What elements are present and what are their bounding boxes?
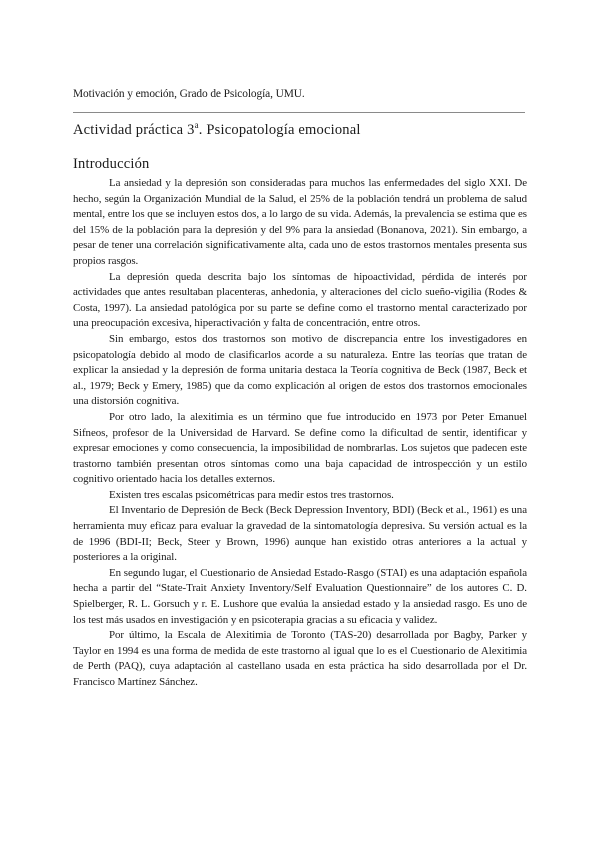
paragraph: Existen tres escalas psicométricas para medir estos tres trastornos. bbox=[109, 488, 394, 501]
section-heading: Introducción bbox=[73, 156, 150, 172]
paragraph: La ansiedad y la depresión son consideradas para muchos las enfermedades del siglo XXI. De hecho, según la Organización Mundial de la Salud, el 25% de la población tendrá un problema de salud mental, entre los que se incluyen estos dos, a lo largo de su vida. Además, la prevalencia se estima que es del 15% de la población para la depresión y del 9% para la ansiedad (Bonanova, 2021). Sin embargo, a pesar de tener una correlación significativamente alta, cada uno de estos trastornos mentales presenta sus propios rasgos. bbox=[73, 177, 527, 267]
document-title bbox=[73, 120, 361, 139]
title-suffix: . Psicopatología emocional bbox=[198, 121, 361, 138]
header-divider bbox=[73, 112, 525, 113]
paragraph: Por otro lado, la alexitimia es un término que fue introducido en 1973 por Peter Emanuel Sifneos, profesor de la Universidad de Harvard. Se define como la dificultad de sentir, identificar y expresar emociones y como consecuencia, la imposibilidad de nombrarlas. Los sujetos que padecen este trastorno también presentan otros síntomas como una baja capacidad de introspección y un estilo cognitivo orientado hacia los detalles externos. bbox=[73, 410, 527, 486]
paragraph: El Inventario de Depresión de Beck (Beck Depression Inventory, BDI) (Beck et al., 1961) es una herramienta muy eficaz para evaluar la gravedad de la sintomatología depresiva. Su versión actual es la de 1996 (BDI-II; Beck, Steer y Brown, 1996) aunque han existido otras anteriores a la actual y posteriores a la original. bbox=[73, 504, 527, 564]
title-prefix: Actividad práctica 3 bbox=[73, 121, 195, 138]
paragraph: La depresión queda descrita bajo los síntomas de hipoactividad, pérdida de interés por actividades que antes resultaban placenteras, anhedonia, y alteraciones del ciclo sueño-vigilia (Rodes & Costa, 1997). La ansiedad patológica por su parte se define como el trastorno mental caracterizado por una preocupación excesiva, hiperactivación y falta de concentración, entre otros. bbox=[73, 270, 527, 330]
paragraph: Sin embargo, estos dos trastornos son motivo de discrepancia entre los investigadores en psicopatología debido al modo de clasificarlos acorde a su naturaleza. Entre las teorías que tratan de explicar la ansiedad y la depresión de forma unitaria destaca la Teoría cognitiva de Beck (1987, Beck et al., 1979; Beck y Emery, 1985) que da como explicación al origen de estos dos trastornos emocionales una distorsión cognitiva. bbox=[73, 332, 527, 408]
paragraph: Por último, la Escala de Alexitimia de Toronto (TAS-20) desarrollada por Bagby, Parker y Taylor en 1994 es una forma de medida de este trastorno al igual que lo es el Cuestionario de Alexitimia de Perth (PAQ), cuya adaptación al castellano usada en esta práctica ha sido desarrollada por el Dr. Francisco Martínez Sánchez. bbox=[73, 629, 527, 688]
body-text bbox=[73, 176, 527, 691]
title-superscript: a bbox=[194, 120, 199, 130]
paragraph: En segundo lugar, el Cuestionario de Ansiedad Estado-Rasgo (STAI) es una adaptación española hecha a partir del “State-Trait Anxiety Inventory/Self Evaluation Questionnaire” de los autores C. D. Spielberger, R. L. Gorsuch y r. E. Lushore que evalúa la ansiedad estado y la ansiedad rasgo. Es uno de los test más usados en investigación y en psicoterapia gracias a su eficacia y validez. bbox=[73, 566, 527, 626]
running-header: Motivación y emoción, Grado de Psicología, UMU. bbox=[73, 88, 305, 100]
